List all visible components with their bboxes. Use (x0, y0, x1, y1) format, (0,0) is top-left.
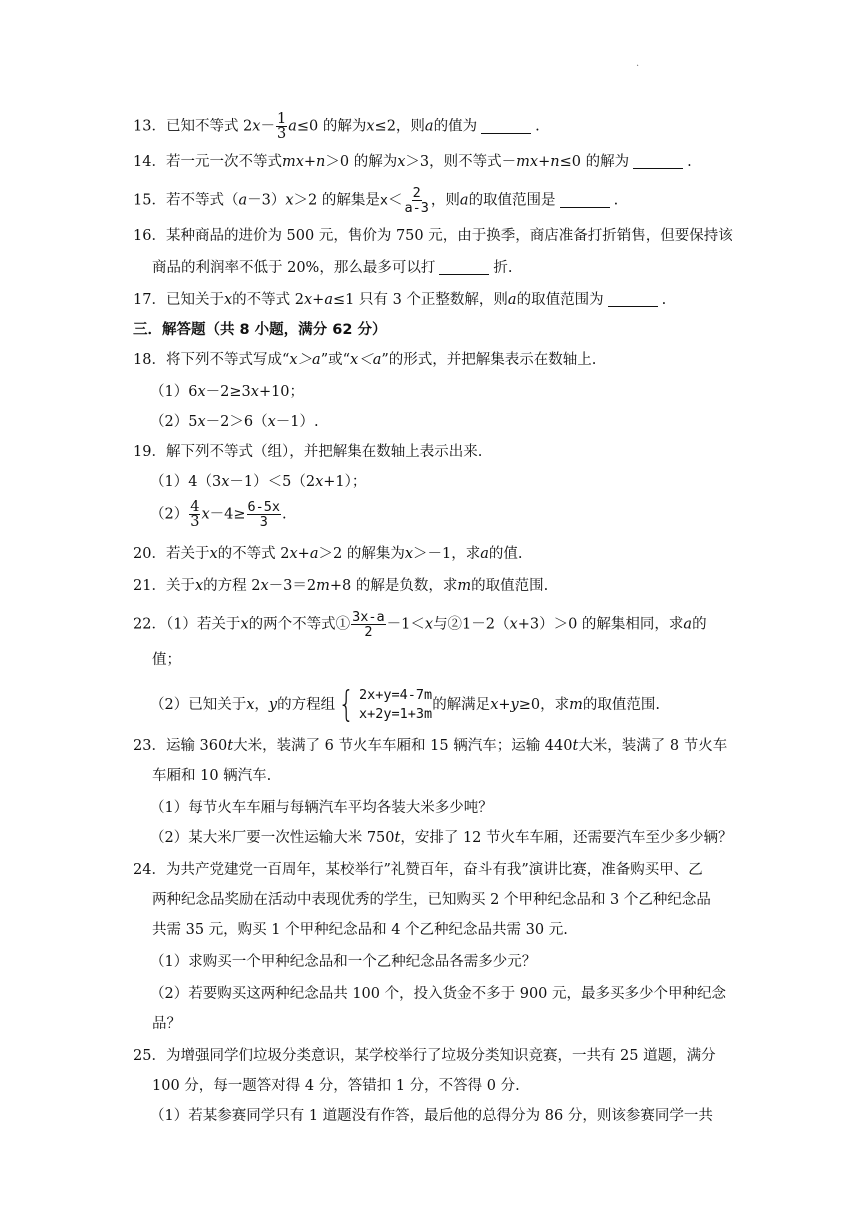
fraction: $\frac{6-5x}{3}$ (247, 499, 281, 530)
question-16: 16．某种商品的进价为 500 元，售价为 750 元，由于换季，商店准备打折销售，但要保持该 (133, 228, 733, 244)
question-14: 14．若一元一次不等式mx+n＞0 的解为x＞3，则不等式－mx+n≤0 的解为 . (133, 154, 692, 170)
answer-blank[interactable] (633, 154, 683, 169)
question-19-part1: （1）4（3x－1）＜5（2x+1）； (150, 474, 367, 490)
question-23-cont: 车厢和 10 辆汽车. (152, 768, 272, 784)
question-24-part2: （2）若要购买这两种纪念品共 100 个，投入货金不多于 900 元，最多买多少个甲种纪念 (150, 986, 727, 1002)
question-21: 21．关于x的方程 2x－3＝2m+8 的解是负数，求m的取值范围. (133, 578, 549, 594)
question-20: 20．若关于x的不等式 2x+a＞2 的解集为x＞－1，求a的值. (133, 546, 523, 562)
question-24-cont1: 两种纪念品奖励在活动中表现优秀的学生，已知购买 2 个甲种纪念品和 3 个乙种纪念品 (152, 892, 711, 908)
question-18: 18．将下列不等式写成“x＞a”或“x＜a”的形式，并把解集表示在数轴上. (133, 352, 597, 368)
question-24-part1: （1）求购买一个甲种纪念品和一个乙种纪念品各需多少元？ (150, 954, 537, 970)
question-15: 15．若不等式（a－3）x＞2 的解集是x＜ $\frac{2}{a-3}$ ，则a的取值范围是 . (133, 185, 619, 216)
question-23-part1: （1）每节火车车厢与每辆汽车平均各装大米多少吨？ (150, 800, 493, 816)
fraction: $\frac{1}{3}$ (276, 111, 287, 142)
fraction: $\frac{3x-a}{2}$ (352, 609, 385, 640)
fraction: $\frac{4}{3}$ (190, 499, 200, 530)
question-25: 25．为增强同学们垃圾分类意识，某学校举行了垃圾分类知识竞赛，一共有 25 道题，满分 (133, 1048, 716, 1064)
question-24-cont2: 共需 35 元，购买 1 个甲种纪念品和 4 个乙种纪念品共需 30 元. (152, 922, 568, 938)
question-24: 24．为共产党建党一百周年，某校举行”礼赞百年，奋斗有我”演讲比赛，准备购买甲、乙 (133, 862, 703, 878)
answer-blank[interactable] (439, 260, 489, 275)
question-23-part2: （2）某大米厂要一次性运输大米 750t，安排了 12 节火车车厢，还需要汽车至少多少辆？ (150, 830, 733, 846)
answer-blank[interactable] (560, 193, 610, 208)
fraction: $\frac{2}{a-3}$ (404, 185, 429, 216)
question-19: 19．解下列不等式（组），并把解集在数轴上表示出来. (133, 444, 483, 460)
question-22: 22．（1）若关于x的两个不等式① $\frac{3x-a}{2}$ －1＜x与②1－2（x+3）＞0 的解集相同，求a的 (133, 609, 707, 640)
question-13: 13．已知不等式 2x－ $\frac{1}{3}$ a≤0 的解为x≤2，则a的值为 . (133, 111, 540, 142)
question-18-part2: （2）5x－2＞6（x－1）. (150, 414, 319, 430)
question-24-cont3: 品？ (152, 1016, 181, 1032)
question-19-part2: （2） $\frac{4}{3}$ x－4≥ $\frac{6-5x}{3}$ . (150, 499, 287, 530)
question-25-cont: 100 分，每一题答对得 4 分，答错扣 1 分，不答得 0 分. (152, 1078, 520, 1094)
question-22-part2: （2）已知关于x，y的方程组 { 2x+y=4-7m x+2y=1+3m 的解满足x+y≥0，求m的取值范围. (150, 684, 660, 725)
section-title: 三．解答题（共 8 小题，满分 62 分） (133, 322, 387, 338)
question-23: 23．运输 360t大米，装满了 6 节火车车厢和 15 辆汽车；运输 440t大米，装满了 8 节火车 (133, 738, 728, 754)
question-16-cont: 商品的利润率不低于 20%，那么最多可以打 折. (152, 260, 513, 276)
answer-blank[interactable] (608, 292, 658, 307)
question-25-part1: （1）若某参赛同学只有 1 道题没有作答，最后他的总得分为 86 分，则该参赛同学一共 (150, 1108, 713, 1124)
question-22-cont: 值； (152, 652, 181, 668)
question-18-part1: （1）6x－2≥3x+10； (150, 384, 305, 400)
answer-blank[interactable] (481, 119, 531, 134)
equation-system: { 2x+y=4-7m x+2y=1+3m (338, 684, 433, 725)
question-17: 17．已知关于x的不等式 2x+a≤1 只有 3 个正整数解，则a的取值范围为 . (133, 292, 667, 308)
page-mark: . (636, 58, 640, 69)
